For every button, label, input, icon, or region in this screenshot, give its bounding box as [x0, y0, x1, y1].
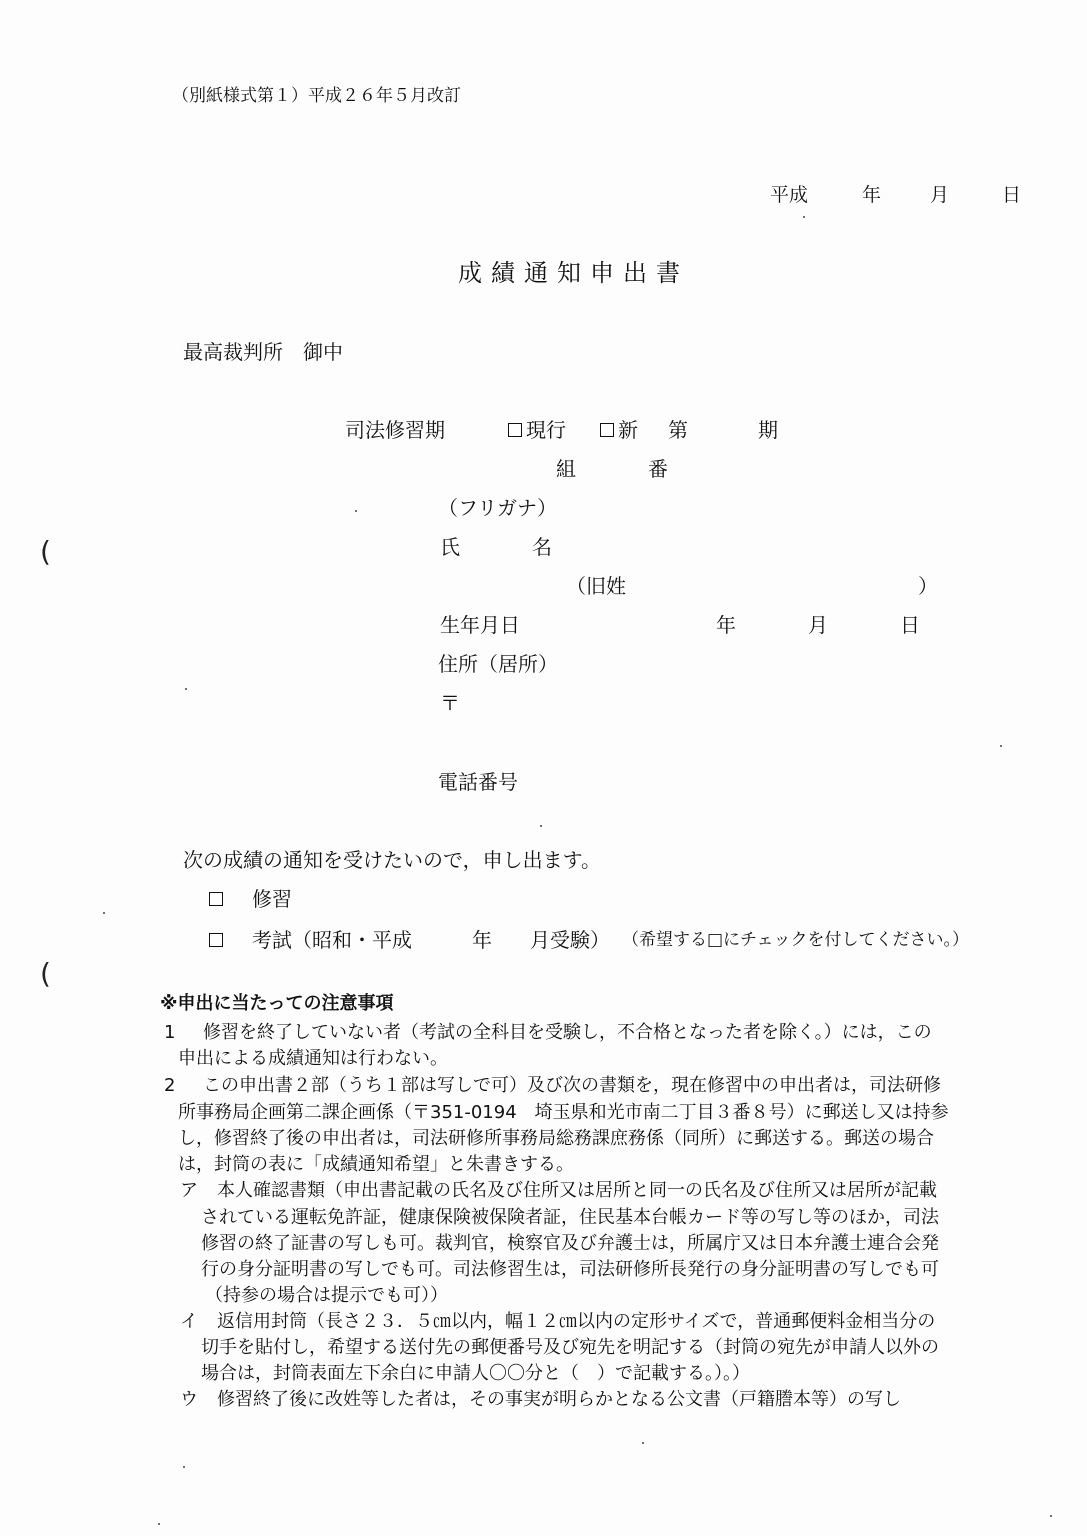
punch-hole-mark-lower: (: [40, 957, 51, 990]
address-label: 住所（居所）: [438, 652, 558, 676]
scan-speck: [1000, 745, 1002, 747]
class-label: 組: [556, 457, 576, 481]
current-system-label: 現行: [526, 418, 566, 442]
exam-year-label: 年: [472, 928, 492, 952]
notes-heading: ※申出に当たっての注意事項: [160, 993, 394, 1014]
term-prefix: 第: [668, 418, 688, 442]
name-label-second: 名: [532, 535, 552, 559]
postal-code-mark: 〒: [440, 691, 460, 715]
furigana-label: （フリガナ）: [438, 496, 557, 520]
date-day-label: 日: [1002, 184, 1022, 206]
note-1-number: 1: [164, 1022, 176, 1043]
note-i-line-2: 切手を貼付し，希望する送付先の郵便番号及び宛先を明記する（封筒の宛先が申請人以外の: [201, 1337, 939, 1358]
date-month-label: 月: [930, 184, 950, 206]
current-system-checkbox[interactable]: [508, 423, 522, 437]
term-label: 司法修習期: [345, 418, 445, 442]
scan-speck: [540, 825, 542, 827]
note-i-line-3: 場合は，封筒表面左下余白に申請人〇〇分と（ ）で記載する。）。）: [201, 1363, 750, 1384]
training-checkbox[interactable]: [209, 892, 223, 906]
new-system-checkbox[interactable]: [600, 423, 614, 437]
note-1-line-1: 修習を終了していない者（考試の全科目を受験し，不合格となった者を除く。）には，この: [203, 1022, 932, 1043]
note-i-line-1: 返信用封筒（長さ２３．５㎝以内，幅１２㎝以内の定形サイズで，普通郵便料金相当分の: [217, 1311, 936, 1332]
scan-speck: [1050, 1515, 1052, 1517]
scan-speck: [355, 510, 357, 512]
phone-label: 電話番号: [438, 770, 518, 794]
exam-checkbox[interactable]: [209, 933, 223, 947]
addressee: 最高裁判所 御中: [183, 340, 343, 364]
exam-option-label: 考試（昭和・平成: [252, 928, 412, 952]
note-1-line-2: 申出による成績通知は行わない。: [178, 1048, 448, 1069]
scan-speck: [103, 912, 105, 914]
note-2-number: 2: [164, 1075, 176, 1096]
training-option-label: 修習: [252, 887, 292, 911]
scan-speck: [158, 1523, 160, 1525]
scan-speck: [803, 216, 805, 218]
exam-month-label: 月受験）: [530, 928, 610, 952]
name-label-first: 氏: [440, 535, 460, 559]
note-u-label: ウ: [180, 1389, 198, 1410]
note-a-line-4: 行の身分証明書の写しでも可。司法修習生は，司法研修所長発行の身分証明書の写しでも可: [201, 1259, 939, 1280]
note-2-line-3: し，修習終了後の申出者は，司法研修所事務局総務課庶務係（同所）に郵送する。郵送の場合: [178, 1128, 934, 1149]
date-era-label: 平成: [770, 184, 809, 206]
birth-day-label: 日: [900, 613, 920, 637]
note-a-line-3: 修習の終了証書の写しも可。裁判官，検察官及び弁護士は，所属庁又は日本弁護士連合会発: [201, 1233, 939, 1254]
birth-month-label: 月: [808, 613, 828, 637]
former-name-open: （旧姓: [566, 574, 626, 598]
note-a-line-1: 本人確認書類（申出書記載の氏名及び住所又は居所と同一の氏名及び住所又は居所が記載: [217, 1180, 937, 1201]
new-system-label: 新: [618, 418, 638, 442]
scan-speck: [642, 1442, 644, 1444]
note-a-line-5: （持参の場合は提示でも可））: [205, 1285, 448, 1306]
note-a-line-2: されている運転免許証，健康保険被保険者証，住民基本台帳カード等の写し等のほか，司法: [201, 1207, 939, 1228]
birth-year-label: 年: [716, 613, 736, 637]
number-label: 番: [648, 457, 668, 481]
birth-date-label: 生年月日: [440, 613, 520, 637]
request-statement: 次の成績の通知を受けたいので，申し出ます。: [183, 848, 601, 872]
scan-speck: [183, 1466, 185, 1468]
page-title: 成績通知申出書: [458, 259, 689, 287]
note-u-line-1: 修習終了後に改姓等した者は，その事実が明らかとなる公文書（戸籍謄本等）の写し: [217, 1389, 901, 1410]
note-2-line-1: この申出書２部（うち１部は写しで可）及び次の書類を，現在修習中の申出者は，司法研修: [203, 1075, 941, 1096]
exam-check-note: （希望する□にチェックを付してください。）: [622, 930, 970, 950]
note-2-line-4: は，封筒の表に「成績通知希望」と朱書きする。: [178, 1154, 574, 1175]
date-year-label: 年: [862, 184, 882, 206]
note-a-label: ア: [180, 1180, 198, 1201]
form-reference: （別紙様式第１）平成２６年５月改訂: [172, 86, 461, 106]
former-name-close: ）: [918, 574, 938, 598]
note-2-line-2: 所事務局企画第二課企画係（〒351-0194 埼玉県和光市南二丁目３番８号）に郵送し又は持参: [178, 1102, 949, 1123]
scan-speck: [185, 688, 187, 690]
term-suffix: 期: [758, 418, 778, 442]
punch-hole-mark-upper: (: [40, 535, 51, 568]
note-i-label: イ: [180, 1311, 198, 1332]
